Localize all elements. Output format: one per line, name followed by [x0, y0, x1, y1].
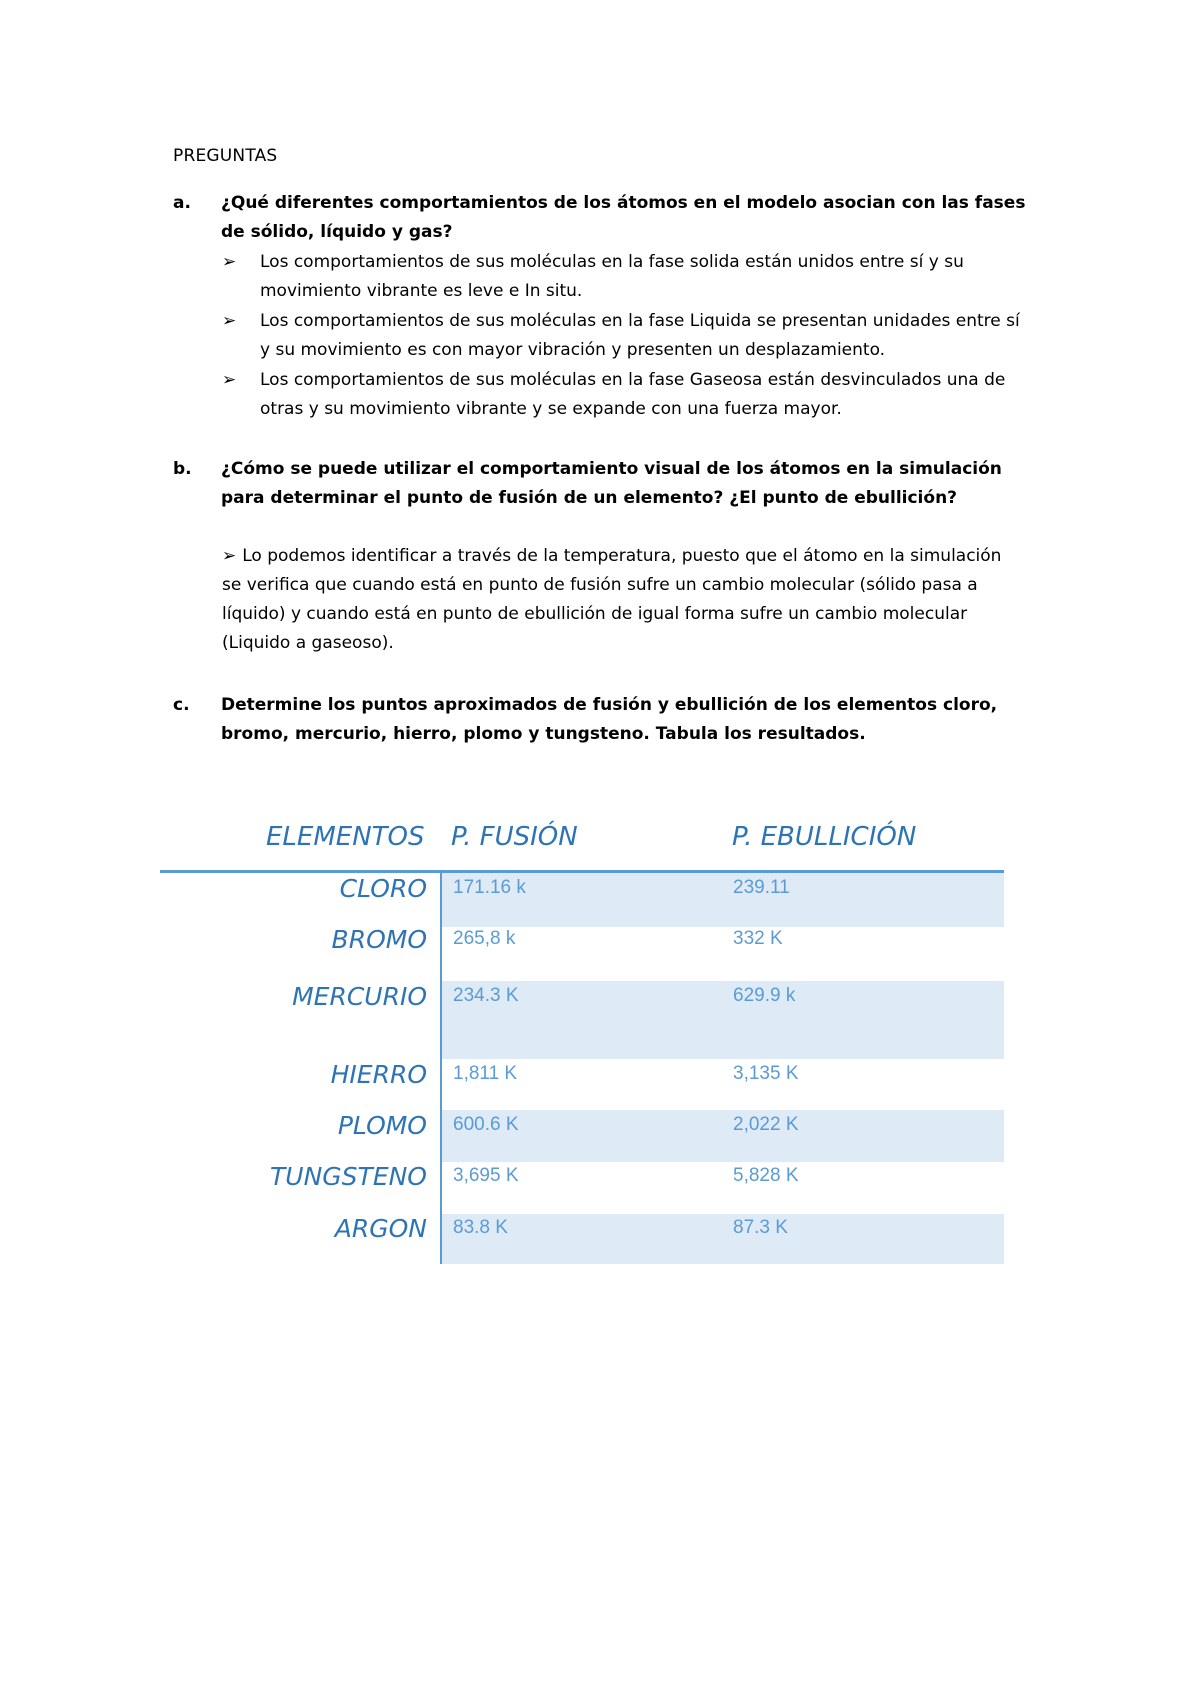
cell-bromo-fusion: 265,8 k — [453, 928, 516, 949]
cell-plomo-fusion: 600.6 K — [453, 1114, 519, 1135]
row-label-tungsteno: TUNGSTENO — [270, 1162, 427, 1191]
answer-b-text: Lo podemos identificar a través de la temperatura, puesto que el átomo en la simulación se verifica que cuando está en punto de fusión sufre un cambio molecular (sólido pasa a líquido) y cuando está en punto de ebullición de igual forma sufre un cambio molecular (Liquido a gaseoso). — [222, 546, 1002, 653]
row-label-hierro: HIERRO — [330, 1060, 427, 1089]
row-label-mercurio: MERCURIO — [292, 982, 427, 1011]
cell-bromo-ebullicion: 332 K — [733, 928, 783, 949]
header-elementos: ELEMENTOS — [266, 822, 425, 852]
row-label-argon: ARGON — [334, 1214, 427, 1243]
header-ebullicion: P. EBULLICIÓN — [732, 822, 917, 852]
column-rule — [440, 872, 442, 1264]
question-c-letter: c. — [173, 695, 190, 715]
row-label-plomo: PLOMO — [337, 1111, 427, 1140]
arrow-bullet-icon: ➢ — [222, 311, 237, 331]
cell-tungsteno-ebullicion: 5,828 K — [733, 1165, 799, 1186]
page-heading: PREGUNTAS — [173, 146, 278, 166]
arrow-bullet-icon: ➢ — [222, 252, 237, 272]
cell-mercurio-fusion: 234.3 K — [453, 985, 519, 1006]
row-band — [442, 873, 1004, 927]
question-a-letter: a. — [173, 193, 191, 213]
cell-argon-ebullicion: 87.3 K — [733, 1217, 788, 1238]
cell-cloro-ebullicion: 239.11 — [733, 877, 790, 898]
question-c-text: Determine los puntos aproximados de fusión y ebullición de los elementos cloro, bromo, mercurio, hierro, plomo y tungsteno. Tabula los resultados. — [221, 695, 998, 744]
cell-plomo-ebullicion: 2,022 K — [733, 1114, 799, 1135]
row-band — [442, 981, 1004, 1059]
cell-argon-fusion: 83.8 K — [453, 1217, 508, 1238]
answer-a-bullet-2-text: Los comportamientos de sus moléculas en la fase Liquida se presentan unidades entre sí y su movimiento es con mayor vibración y presenten un desplazamiento. — [260, 311, 1020, 360]
row-label-cloro: CLORO — [339, 874, 427, 903]
cell-cloro-fusion: 171.16 k — [453, 877, 526, 898]
question-b-letter: b. — [173, 459, 192, 479]
row-label-bromo: BROMO — [331, 925, 427, 954]
arrow-bullet-icon: ➢ — [222, 370, 237, 390]
question-a-text: ¿Qué diferentes comportamientos de los átomos en el modelo asocian con las fases de sólido, líquido y gas? — [221, 193, 1026, 242]
cell-mercurio-ebullicion: 629.9 k — [733, 985, 796, 1006]
question-b-text: ¿Cómo se puede utilizar el comportamiento visual de los átomos en la simulación para determinar el punto de fusión de un elemento? ¿El punto de ebullición? — [221, 459, 1002, 508]
answer-a-bullet-1-text: Los comportamientos de sus moléculas en la fase solida están unidos entre sí y su movimiento vibrante es leve e In situ. — [260, 252, 964, 301]
arrow-bullet-icon: ➢ — [222, 546, 237, 566]
header-fusion: P. FUSIÓN — [451, 822, 578, 852]
cell-hierro-ebullicion: 3,135 K — [733, 1063, 799, 1084]
cell-hierro-fusion: 1,811 K — [453, 1063, 518, 1084]
row-band — [442, 1214, 1004, 1264]
cell-tungsteno-fusion: 3,695 K — [453, 1165, 519, 1186]
answer-a-bullet-3-text: Los comportamientos de sus moléculas en la fase Gaseosa están desvinculados una de otras y su movimiento vibrante y se expande con una fuerza mayor. — [260, 370, 1006, 419]
row-band — [442, 1110, 1004, 1162]
